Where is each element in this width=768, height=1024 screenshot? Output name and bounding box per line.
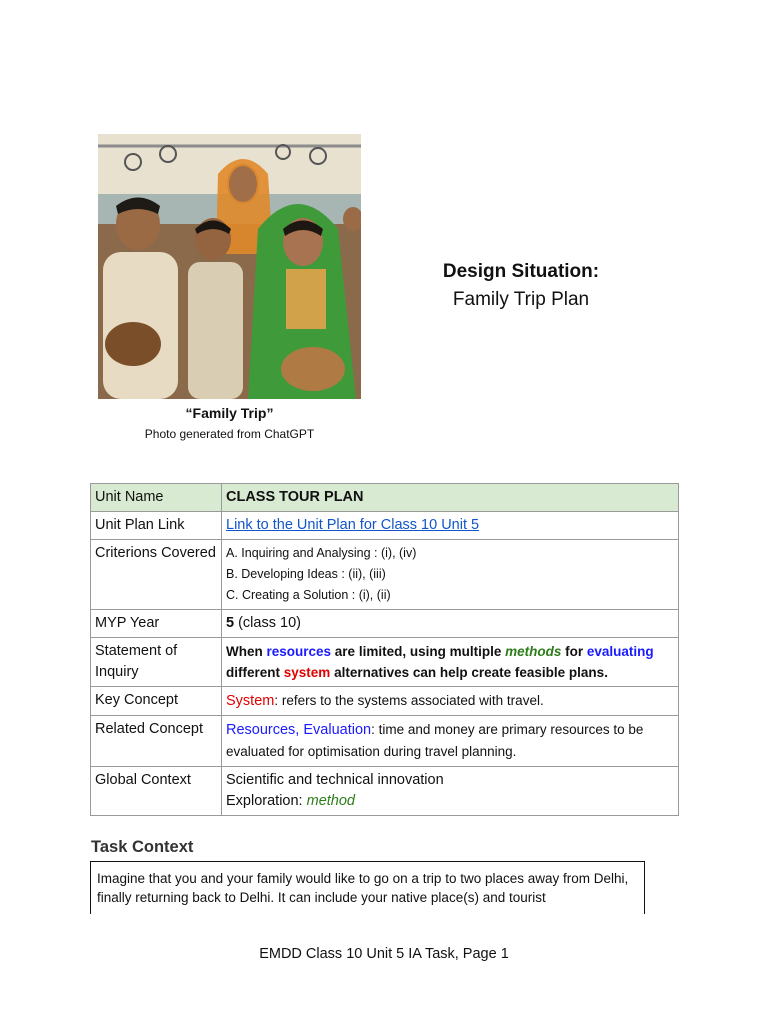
table-row-criterions <box>91 540 679 610</box>
table-row-global-context <box>91 767 679 816</box>
related-concept-label: Related Concept <box>91 716 222 767</box>
table-row-statement-of-inquiry <box>91 638 679 687</box>
soi-methods: methods <box>505 644 562 659</box>
page-footer: EMDD Class 10 Unit 5 IA Task, Page 1 <box>259 946 509 962</box>
soi-part: different <box>226 665 284 680</box>
criterions-label: Criterions Covered <box>91 540 222 610</box>
statement-of-inquiry-label: Statement of Inquiry <box>91 638 222 687</box>
soi-part: When <box>226 644 267 659</box>
statement-of-inquiry-value <box>222 638 679 687</box>
table-row-myp-year <box>91 610 679 638</box>
unit-plan-link[interactable]: Link to the Unit Plan for Class 10 Unit 5 <box>226 517 480 533</box>
task-context-title: Task Context <box>91 838 194 856</box>
key-concept-label: Key Concept <box>91 687 222 716</box>
unit-name-label: Unit Name <box>91 484 222 512</box>
soi-part: for <box>561 644 587 659</box>
design-situation-subtitle: Family Trip Plan <box>452 289 590 310</box>
photo-caption-subtitle: Photo generated from ChatGPT <box>144 427 315 441</box>
table-row-key-concept <box>91 687 679 716</box>
family-trip-photo <box>98 134 361 399</box>
global-context-label: Global Context <box>91 767 222 816</box>
related-concept-term: Resources, Evaluation <box>226 722 372 738</box>
criterion-b: B. Developing Ideas : (ii), (iii) <box>226 567 386 581</box>
related-concept-value <box>222 716 679 767</box>
table-row-unit-name <box>91 484 679 512</box>
table-row-related-concept <box>91 716 679 767</box>
soi-evaluating: evaluating <box>586 644 654 659</box>
criterion-c: C. Creating a Solution : (i), (ii) <box>226 588 391 602</box>
global-context-method: method <box>306 793 355 809</box>
task-context-text: Imagine that you and your family would like to go on a trip to two places away from Delhi, finally returning back to Delhi. It can include your native place(s) and tourist <box>97 871 629 905</box>
table-row-unit-plan-link <box>91 512 679 540</box>
myp-year-number: 5 <box>226 615 235 631</box>
soi-part: alternatives can help create feasible plans. <box>330 665 608 680</box>
key-concept-value <box>222 687 679 716</box>
photo-caption-title: “Family Trip” <box>185 405 274 421</box>
soi-system: system <box>283 665 331 680</box>
global-context-value <box>222 767 679 816</box>
soi-part: are limited, using multiple <box>331 644 506 659</box>
myp-year-value <box>222 610 679 638</box>
criterions-list <box>222 540 679 610</box>
soi-resources: resources <box>266 644 332 659</box>
key-concept-text: : refers to the systems associated with travel. <box>274 693 544 708</box>
criterion-a: A. Inquiring and Analysing : (i), (iv) <box>226 546 417 560</box>
unit-plan-link-label: Unit Plan Link <box>91 512 222 540</box>
myp-year-detail: (class 10) <box>234 615 301 631</box>
design-situation-title: Design Situation: <box>442 261 600 282</box>
global-context-prefix: Exploration: <box>226 793 307 809</box>
task-context-box <box>90 861 645 914</box>
unit-info-table <box>90 483 679 816</box>
key-concept-term: System <box>226 693 275 709</box>
related-concept-text: : time and money are primary resources to be evaluated for optimisation during travel planning. <box>226 722 644 759</box>
myp-year-label: MYP Year <box>91 610 222 638</box>
global-context-line1: Scientific and technical innovation <box>226 772 444 788</box>
unit-name-value: CLASS TOUR PLAN <box>222 484 679 512</box>
global-context-line2 <box>226 791 674 812</box>
